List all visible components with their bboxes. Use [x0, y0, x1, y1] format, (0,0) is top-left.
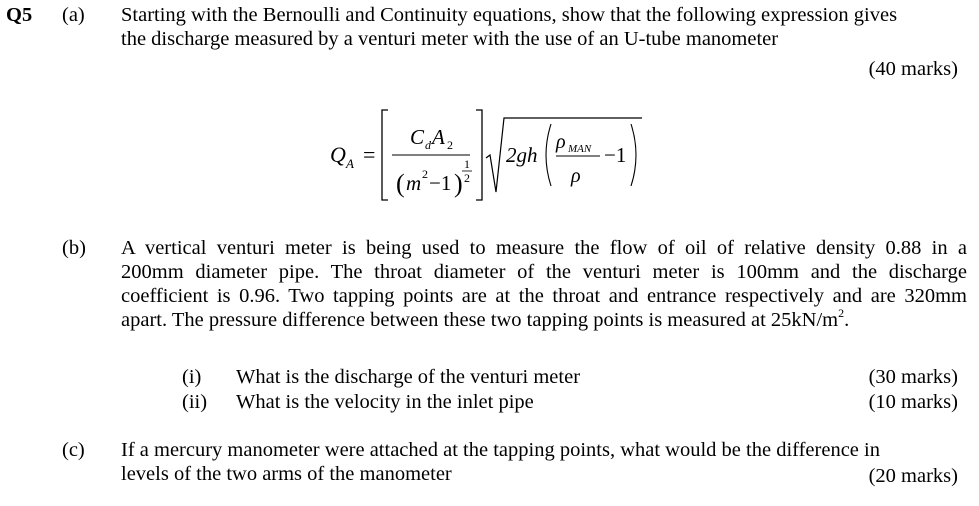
formula-den-open-paren: (: [396, 169, 405, 198]
venturi-discharge-formula: [330, 100, 650, 210]
part-a-text: [121, 3, 897, 51]
formula-num-a-sub: 2: [447, 138, 453, 152]
formula-inner-left-paren: [546, 124, 551, 186]
part-b-line-4: [121, 308, 967, 332]
question-number: Q5: [6, 4, 33, 26]
formula-root-coef: 2gh: [506, 143, 538, 167]
part-a-line-1: Starting with the Bernoulli and Continuity equations, show that the following expression gives: [121, 4, 898, 26]
formula-den-m: m: [406, 171, 422, 195]
part-b-line-3: coefficient is 0.96. Two tapping points are at the throat and entrance respectively and are 320mm: [121, 285, 967, 307]
part-b-text: [121, 236, 967, 332]
subpart-i-marks: (30 marks): [868, 366, 958, 388]
part-c-line-1: If a mercury manometer were attached at the tapping points, what would be the difference in: [121, 439, 880, 461]
subpart-i-number: (i): [182, 366, 202, 388]
subpart-i-text: What is the discharge of the venturi meter: [236, 366, 581, 388]
formula-den-close-paren: ): [454, 169, 463, 198]
part-b-line-4-main: apart. The pressure difference between these two tapping points is measured at 25kN/m: [121, 309, 839, 331]
part-a-label: (a): [62, 4, 85, 26]
formula-num-c: C: [410, 125, 425, 149]
part-b-line-1: A vertical venturi meter is being used to measure the flow of oil of relative density 0.88 in a: [121, 237, 967, 259]
formula-num-a: A: [432, 125, 445, 149]
formula-rho-man: ρ: [556, 131, 566, 153]
formula-inner-right-paren: [631, 124, 636, 186]
part-b-line-4-end: .: [844, 309, 850, 331]
formula-den-m-sup: 2: [422, 167, 428, 181]
part-b-label: (b): [62, 237, 86, 259]
formula-den-exp-den: 2: [464, 171, 470, 185]
formula-lhs-sub: A: [346, 156, 354, 171]
formula-equals: =: [363, 142, 376, 167]
part-c-line-2: levels of the two arms of the manometer: [121, 463, 452, 485]
formula-left-bracket: [382, 110, 388, 200]
part-c-label: (c): [62, 439, 85, 461]
part-a-line-2: the discharge measured by a venturi meter with the use of an U-tube manometer: [121, 28, 779, 50]
formula-rho-man-sub: MAN: [568, 143, 592, 155]
part-c-text: [121, 438, 880, 486]
subpart-ii-marks: (10 marks): [868, 391, 958, 413]
formula-lhs: Q: [330, 142, 346, 167]
part-a-marks: (40 marks): [868, 58, 958, 80]
part-b-line-2: 200mm diameter pipe. The throat diameter of the venturi meter is 100mm and the discharge: [121, 261, 967, 283]
part-c-marks: (20 marks): [868, 465, 958, 487]
formula-num-c-sub: d: [425, 138, 431, 152]
formula-rho: ρ: [571, 165, 581, 187]
subpart-ii-text: What is the velocity in the inlet pipe: [236, 391, 534, 413]
formula-right-bracket: [476, 110, 482, 200]
formula-den-exp-num: 1: [464, 157, 470, 171]
formula-den-minus-one: −1: [429, 171, 452, 195]
part-b-unit-exponent: 2: [838, 306, 845, 321]
formula-minus-one: −1: [604, 143, 627, 167]
subpart-ii-number: (ii): [182, 391, 208, 413]
